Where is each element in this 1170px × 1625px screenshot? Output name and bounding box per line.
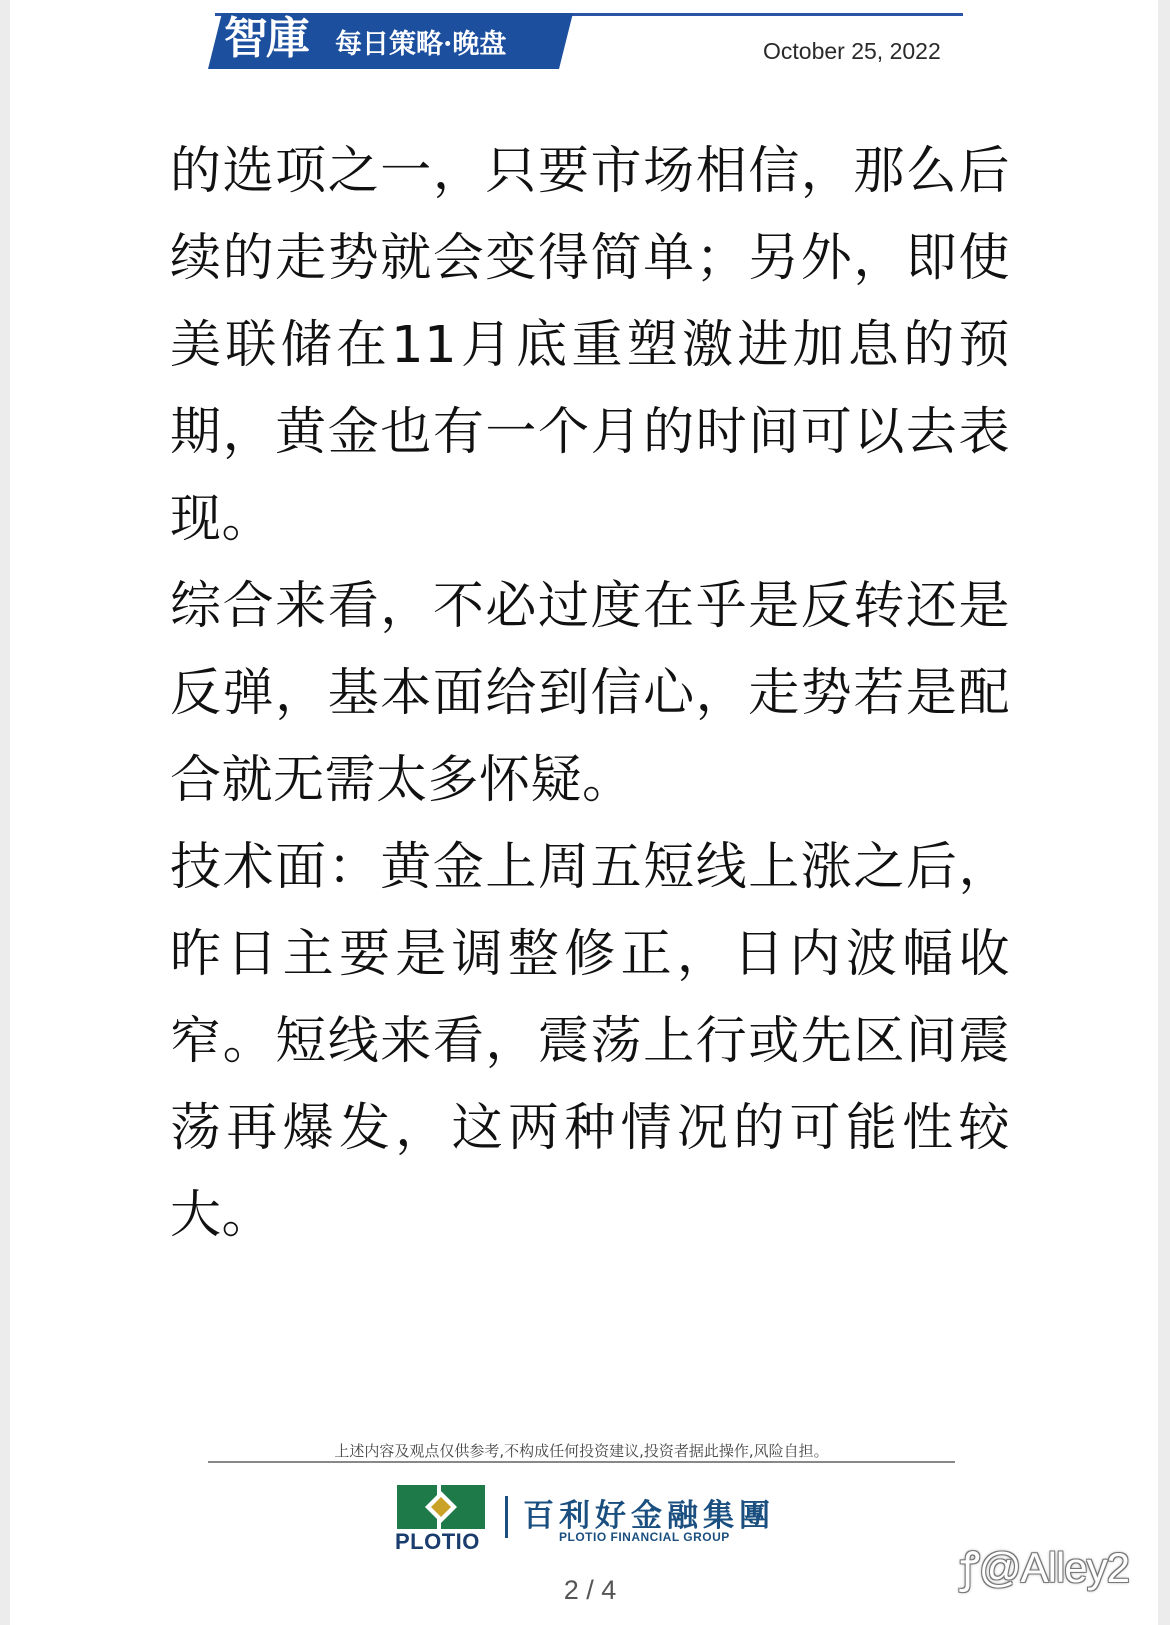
logo-wordmark: PLOTIO [395,1529,480,1554]
logo-divider [505,1496,508,1538]
disclaimer-text: 上述内容及观点仅供参考,不构成任何投资建议,投资者据此操作,风险自担。 [334,1442,829,1460]
app-logo-icon: ꝭ [960,1544,979,1591]
watermark-text: @Alley2 [978,1544,1129,1591]
group-name-cn: 百利好金融集團 [523,1498,775,1534]
brand-logo-text: 智庫 [224,13,308,64]
paragraph: 综合来看，不必过度在乎是反转还是反弹，基本面给到信心，走势若是配合就无需太多怀疑。 [170,577,1010,810]
paragraph: 技术面：黄金上周五短线上涨之后，昨日主要是调整修正，日内波幅收窄。短线来看，震荡上行或先区间震荡再爆发，这两种情况的可能性较大。 [170,838,1010,1245]
watermark [960,1538,1129,1595]
paragraph: 的选项之一，只要市场相信，那么后续的走势就会变得简单；另外，即使美联储在11月底重塑激进加息的预期，黄金也有一个月的时间可以去表现。 [170,142,1010,549]
header-subtitle: 每日策略·晚盘 [335,29,507,60]
plotio-logo-icon [397,1485,485,1529]
footer-rule [208,1461,955,1463]
page-number: 2 / 4 [563,1575,617,1605]
article-body [170,128,1010,1259]
document-date: October 25, 2022 [763,38,941,64]
group-name-en: PLOTIO FINANCIAL GROUP [559,1530,730,1544]
